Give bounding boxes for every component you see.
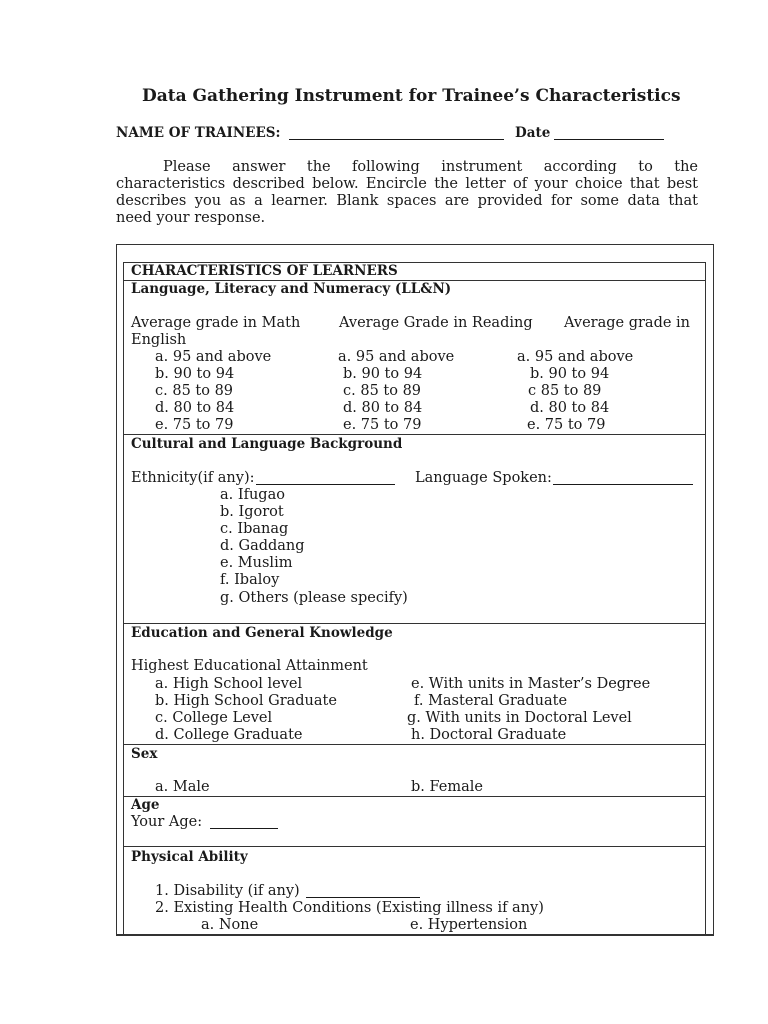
intro-line-1: Please answer the following instrument according to the [163,159,698,175]
health-option-hypertension[interactable]: e. Hypertension [410,917,528,933]
education-heading: Education and General Knowledge [131,625,393,641]
reading-column-label: Average Grade in Reading [339,315,533,331]
intro-line-4: need your response. [116,210,266,226]
education-option[interactable]: d. College Graduate [155,727,303,743]
education-option[interactable]: h. Doctoral Graduate [411,727,567,743]
language-field-line[interactable] [553,471,693,485]
education-option[interactable]: a. High School level [155,676,303,692]
english-option[interactable]: a. 95 and above [517,349,634,365]
education-option[interactable]: f. Masteral Graduate [414,693,568,709]
math-option[interactable]: c. 85 to 89 [155,383,234,399]
sex-option-male[interactable]: a. Male [155,779,210,795]
education-option[interactable]: e. With units in Master’s Degree [411,676,651,692]
sex-option-female[interactable]: b. Female [411,779,483,795]
frame-bottom-line [116,934,713,935]
page-title: Data Gathering Instrument for Trainee’s Characteristics [142,86,681,106]
row-divider [123,623,705,624]
row-divider [123,434,705,435]
language-spoken-label: Language Spoken: [415,470,552,486]
row-divider [123,744,705,745]
education-option[interactable]: c. College Level [155,710,273,726]
date-field-line[interactable] [554,126,664,140]
reading-option[interactable]: e. 75 to 79 [343,417,422,433]
attainment-label: Highest Educational Attainment [131,658,368,674]
education-option[interactable]: g. With units in Doctoral Level [407,710,632,726]
physical-heading: Physical Ability [131,849,248,865]
reading-option[interactable]: c. 85 to 89 [343,383,422,399]
row-divider [123,846,705,847]
english-option[interactable]: e. 75 to 79 [527,417,606,433]
math-option[interactable]: b. 90 to 94 [155,366,235,382]
date-label: Date [515,125,551,141]
age-field-line[interactable] [210,815,278,829]
math-option[interactable]: a. 95 and above [155,349,272,365]
ethnicity-label: Ethnicity(if any): [131,470,255,486]
ethnicity-option[interactable]: b. Igorot [220,504,284,520]
name-of-trainees-label: NAME OF TRAINEES: [116,125,281,141]
ethnicity-option[interactable]: g. Others (please specify) [220,590,408,606]
health-option-none[interactable]: a. None [201,917,259,933]
table-header: CHARACTERISTICS OF LEARNERS [131,263,398,279]
your-age-label: Your Age: [131,814,203,830]
intro-line-2: characteristics described below. Encircle the letter of your choice that best [116,176,698,192]
reading-option[interactable]: b. 90 to 94 [343,366,423,382]
name-field-line[interactable] [289,126,504,140]
reading-option[interactable]: a. 95 and above [338,349,455,365]
ethnicity-option[interactable]: f. Ibaloy [220,572,280,588]
ethnicity-option[interactable]: c. Ibanag [220,521,289,537]
disability-item: 1. Disability (if any) [155,883,300,899]
math-option[interactable]: e. 75 to 79 [155,417,234,433]
llan-heading: Language, Literacy and Numeracy (LL&N) [131,281,452,297]
health-conditions-item: 2. Existing Health Conditions (Existing illness if any) [155,900,544,916]
english-option[interactable]: b. 90 to 94 [530,366,610,382]
reading-option[interactable]: d. 80 to 84 [343,400,423,416]
education-option[interactable]: b. High School Graduate [155,693,337,709]
cultural-heading: Cultural and Language Background [131,436,403,452]
sex-heading: Sex [131,746,158,762]
disability-field-line[interactable] [306,884,420,898]
math-option[interactable]: d. 80 to 84 [155,400,235,416]
ethnicity-option[interactable]: a. Ifugao [220,487,285,503]
math-column-label: Average grade in Math [131,315,301,331]
row-divider [123,796,705,797]
english-column-label: Average grade in [564,315,691,331]
age-heading: Age [131,797,160,813]
english-option[interactable]: d. 80 to 84 [530,400,610,416]
ethnicity-field-line[interactable] [256,471,395,485]
ethnicity-option[interactable]: e. Muslim [220,555,293,571]
intro-line-3: describes you as a learner. Blank spaces are provided for some data that [116,193,698,209]
english-option[interactable]: c 85 to 89 [528,383,602,399]
english-column-label-cont: English [131,332,187,348]
ethnicity-option[interactable]: d. Gaddang [220,538,305,554]
